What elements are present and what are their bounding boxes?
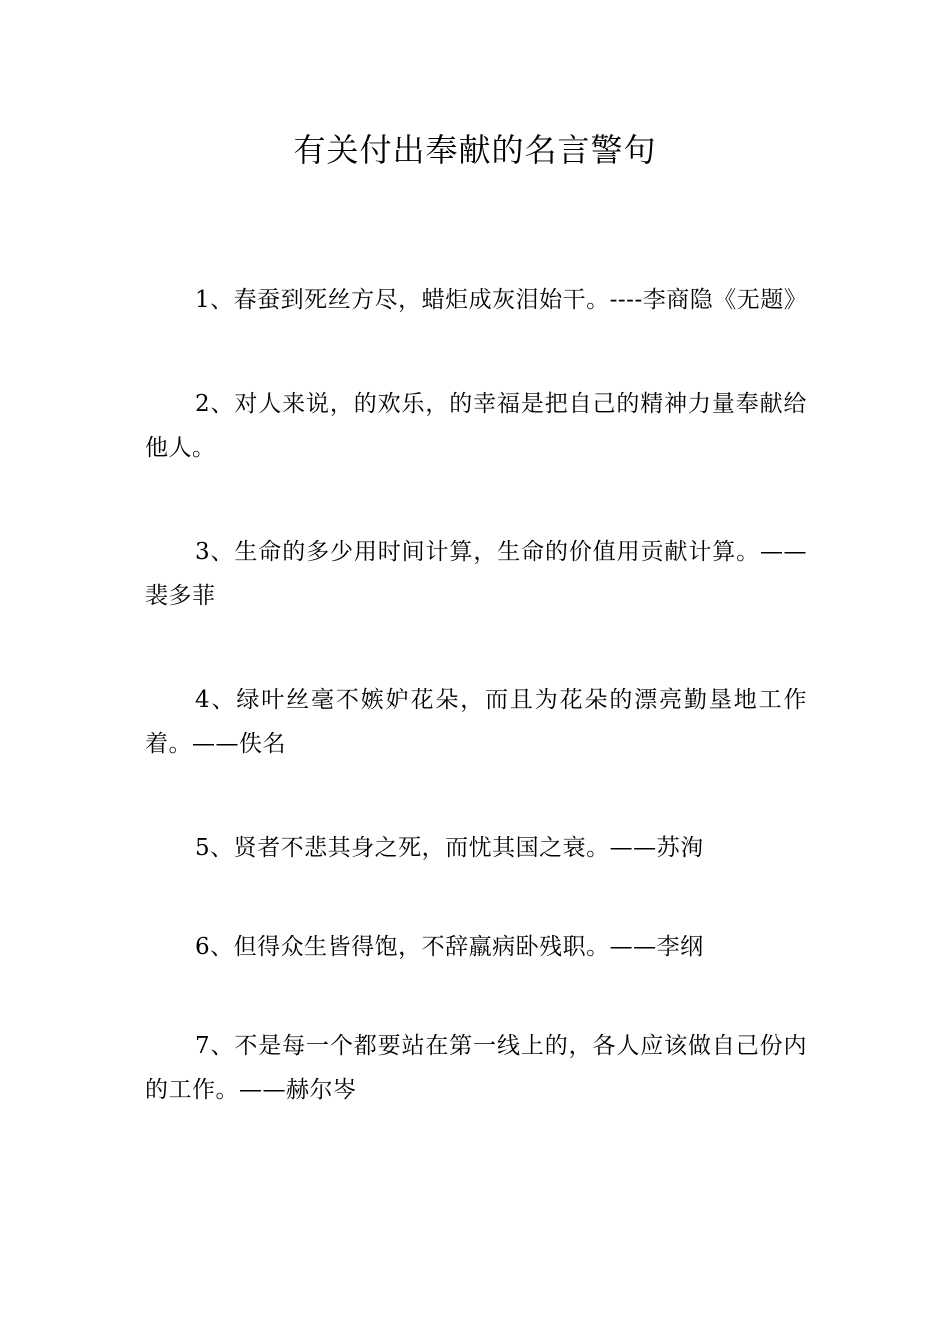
- quote-item: 3、生命的多少用时间计算，生命的价值用贡献计算。——裴多菲: [145, 539, 807, 609]
- quote-item: 2、对人来说，的欢乐，的幸福是把自己的精神力量奉献给他人。: [145, 391, 807, 461]
- quote-item: 5、贤者不悲其身之死，而忧其国之衰。——苏洵: [195, 835, 704, 861]
- quote-item: 6、但得众生皆得饱，不辞羸病卧残职。——李纲: [195, 934, 704, 960]
- quote-item: 4、绿叶丝毫不嫉妒花朵，而且为花朵的漂亮勤垦地工作着。——佚名: [145, 687, 807, 757]
- document-title: 有关付出奉献的名言警句: [293, 131, 657, 169]
- quote-list: [145, 278, 807, 1172]
- quote-item: 1、春蚕到死丝方尽，蜡炬成灰泪始干。----李商隐《无题》: [195, 287, 808, 313]
- quote-item: 7、不是每一个都要站在第一线上的，各人应该做自己份内的工作。——赫尔岑: [145, 1033, 807, 1103]
